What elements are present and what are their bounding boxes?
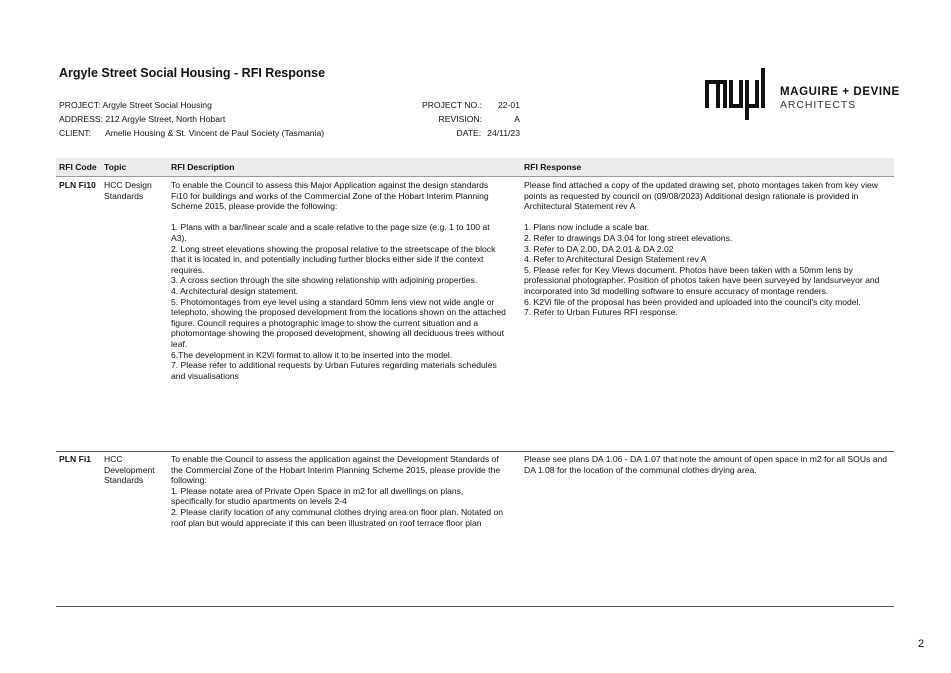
response-item: 2. Refer to drawings DA 3.04 for long street elevations. bbox=[524, 232, 733, 243]
description-item: 1. Plans with a bar/linear scale and a scale relative to the page size (e.g. 1 to 100 at A3). bbox=[171, 222, 490, 243]
revision-row bbox=[400, 112, 520, 126]
response-intro: Please find attached a copy of the updated drawing set, photo montages taken from key view points as requested by council on (09/08/2023) Additional design rationale is provided in Architectural Statement rev A bbox=[524, 180, 878, 212]
header-rfi-response: RFI Response bbox=[524, 162, 582, 172]
description-item: 4. Architectural design statement. bbox=[171, 285, 299, 296]
page-number: 2 bbox=[918, 638, 925, 650]
description-item: 1. Please notate area of Private Open Space in m2 for all dwellings on plans, specifically for studio apartments on levels 2-4 bbox=[171, 485, 464, 507]
response-item: 4. Refer to Architectural Design Statement rev A bbox=[524, 254, 707, 265]
description-intro: To enable the Council to assess this Major Application against the design standards Fi10 for buildings and works of the Commercial Zone of the Hobart Interim Planning Scheme 2015, please provide the following: bbox=[171, 180, 489, 212]
description-item: 7. Please refer to additional requests by Urban Futures regarding materials schedules and visualisations bbox=[171, 360, 497, 381]
description-item: 2. Long street elevations showing the proposal relative to the streetscape of the block that it is located in, and potentially including further blocks either side if the context requires. bbox=[171, 243, 496, 275]
document-title: Argyle Street Social Housing - RFI Response bbox=[59, 66, 326, 80]
response-item: 3. Refer to DA 2.00, DA 2.01 & DA 2.02 bbox=[524, 243, 674, 254]
project-no-value: 22-01 bbox=[498, 100, 520, 110]
rfi-code: PLN Fi10 bbox=[59, 180, 96, 190]
response-intro: Please see plans DA 1.06 - DA 1.07 that note the amount of open space in m2 for all SOUs and DA 1.08 for the location of the communal clothes drying area. bbox=[524, 454, 888, 475]
project-value: Argyle Street Social Housing bbox=[102, 100, 212, 110]
rfi-response bbox=[524, 454, 892, 475]
header-rfi-code: RFI Code bbox=[59, 162, 97, 172]
table-bottom-line bbox=[56, 606, 894, 607]
rfi-topic: HCC Design Standards bbox=[104, 180, 152, 201]
date-label: DATE: bbox=[456, 128, 482, 138]
client-label: CLIENT: bbox=[59, 128, 91, 138]
client-value: Amelie Housing & St. Vincent de Paul Society (Tasmania) bbox=[105, 128, 325, 138]
rfi-description bbox=[171, 180, 507, 381]
revision-value: A bbox=[514, 114, 520, 124]
response-item: 5. Please refer for Key Views document. Photos have been taken with a 50mm lens by professional photographer. Position of photos taken have been surveyed by landsurveyor and incorporated into 3d modelling software to ensure accuracy of montage renders. bbox=[524, 264, 880, 296]
project-no-label: PROJECT NO.: bbox=[421, 100, 482, 110]
row-divider bbox=[56, 451, 894, 452]
date-value: 24/11/23 bbox=[487, 128, 520, 138]
address-row bbox=[59, 112, 324, 126]
address-label: ADDRESS: bbox=[59, 114, 103, 124]
firm-name: MAGUIRE + DEVINE bbox=[780, 86, 900, 98]
rfi-topic: HCC Development Standards bbox=[104, 454, 155, 486]
revision-label: REVISION: bbox=[438, 114, 482, 124]
md-logo-mark bbox=[705, 68, 767, 122]
project-row bbox=[59, 98, 324, 112]
project-info bbox=[59, 98, 324, 140]
date-row bbox=[400, 126, 520, 140]
rfi-code: PLN Fi1 bbox=[59, 454, 91, 464]
response-item: 7. Refer to Urban Futures RFI response. bbox=[524, 307, 678, 318]
description-item: 3. A cross section through the site showing relationship with adjoining properties. bbox=[171, 275, 478, 286]
table-header bbox=[56, 158, 894, 177]
client-row bbox=[59, 126, 324, 140]
address-value: 212 Argyle Street, North Hobart bbox=[105, 114, 226, 124]
firm-subtitle: ARCHITECTS bbox=[780, 99, 857, 111]
description-item: 6.The development in K2Vi format to allow it to be inserted into the model. bbox=[171, 349, 453, 360]
description-item: 5. Photomontages from eye level using a standard 50mm lens view not wide angle or telephoto, showing the proposed development from the locations shown on the attached figure. Council requires a photographic image to show the current situation and a photomontage showing the proposed development, showing all deciduous trees without leaf. bbox=[171, 296, 506, 349]
description-intro: To enable the Council to assess the application against the Development Standards of the Commercial Zone of the Hobart Interim Planning Scheme 2015, please provide the following: bbox=[171, 454, 501, 486]
rfi-response bbox=[524, 180, 892, 318]
project-label: PROJECT: bbox=[59, 100, 101, 110]
project-meta bbox=[400, 98, 520, 140]
rfi-description bbox=[171, 454, 507, 528]
description-item: 2. Please clarify location of any communal clothes drying area on floor plan. Notated on roof plan but would appreciate if this can been illustrated on roof terrace floor plan bbox=[171, 506, 504, 528]
project-no-row bbox=[400, 98, 520, 112]
header-rfi-description: RFI Description bbox=[171, 162, 235, 172]
firm-logo-text bbox=[780, 86, 900, 111]
response-item: 6. K2Vi file of the proposal has been provided and uploaded into the council's city model. bbox=[524, 296, 861, 307]
response-item: 1. Plans now include a scale bar. bbox=[524, 222, 650, 233]
header-topic: Topic bbox=[104, 162, 127, 172]
